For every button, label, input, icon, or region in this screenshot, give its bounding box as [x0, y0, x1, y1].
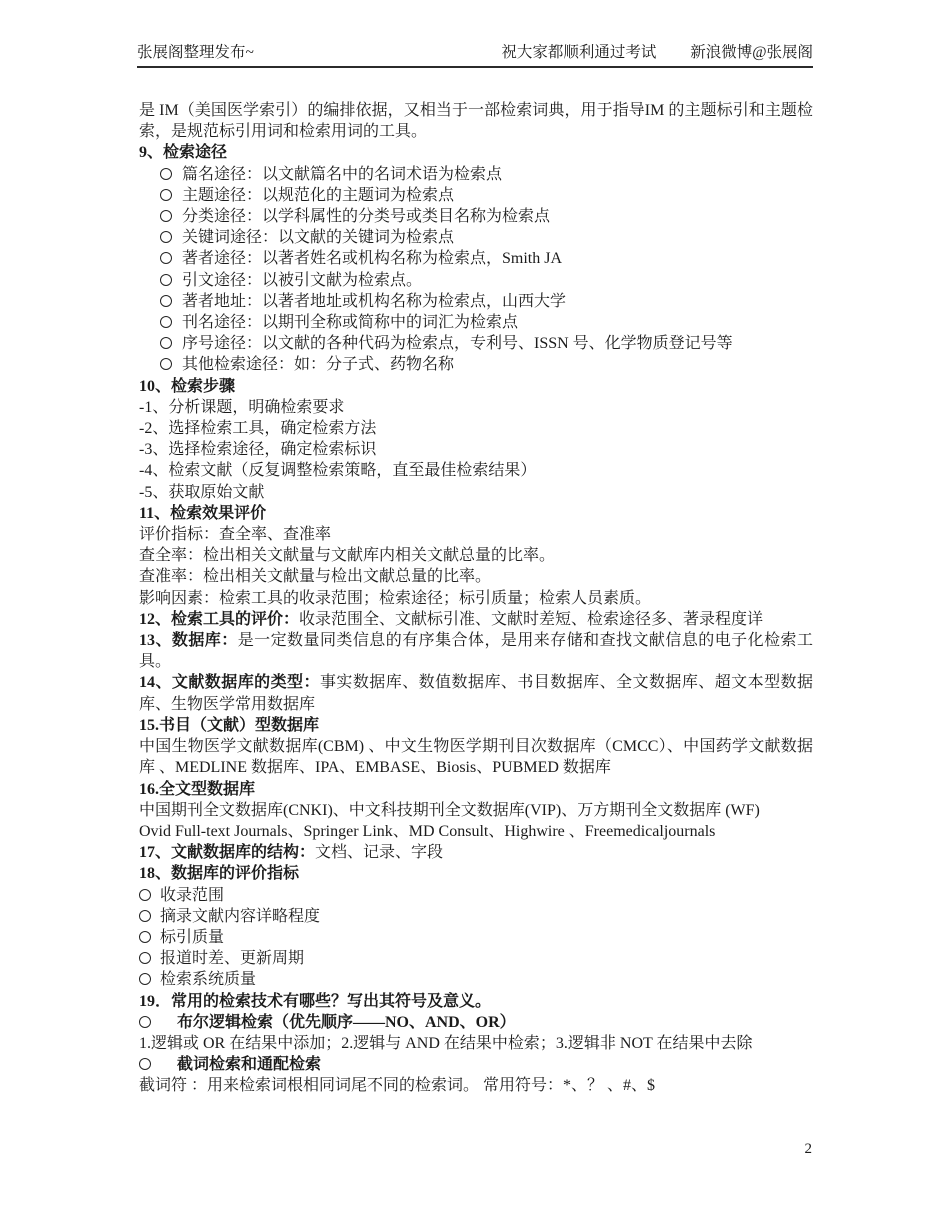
bullet-text: 著者地址：以著者地址或机构名称为检索点，山西大学: [182, 292, 567, 310]
circle-bullet-icon: [160, 358, 172, 370]
bullet-text: 序号途径：以文献的各种代码为检索点，专利号、ISSN 号、化学物质登记号等: [182, 335, 733, 353]
header-weibo-text: 新浪微博@张展阁: [690, 44, 813, 61]
page-footer: [139, 1141, 812, 1158]
text-line: 查准率：检出相关文献量与检出文献总量的比率。: [139, 568, 492, 586]
bullet-text: 布尔逻辑检索（优先顺序——NO、AND、OR）: [177, 1013, 516, 1031]
section-heading: 10、检索步骤: [139, 377, 236, 395]
text-line: 评价指标：查全率、查准率: [139, 526, 332, 544]
bullet-text: 主题途径：以规范化的主题词为检索点: [182, 186, 455, 204]
bullet-item: [139, 1012, 813, 1033]
header-right-group: [501, 40, 813, 62]
circle-bullet-icon: [160, 295, 172, 307]
circle-bullet-icon: [160, 274, 172, 286]
text-line: 影响因素：检索工具的收录范围；检索途径；标引质量；检索人员素质。: [139, 589, 652, 607]
page-number: 2: [804, 1141, 812, 1157]
text-line: 是 IM（美国医学索引）的编排依据，又相当于一部检索词典，用于指导IM 的主题标引和主题检索，是规范标引用词和检索用词的工具。: [139, 102, 813, 141]
bullet-text: 摘录文献内容详略程度: [160, 907, 321, 925]
circle-bullet-icon: [160, 231, 172, 243]
bullet-item: [139, 248, 813, 269]
section-heading: 9、检索途径: [139, 144, 228, 162]
bullet-item: [139, 885, 813, 906]
circle-bullet-icon: [160, 316, 172, 328]
body-text: 事实数据库、数值数据库、书目数据库、全文数据库、超文本型数据库、生物医学常用数据库: [139, 674, 813, 713]
bullet-text: 其他检索途径：如：分子式、药物名称: [182, 356, 455, 374]
text-line: 中国期刊全文数据库(CNKI)、中文科技期刊全文数据库(VIP)、万方期刊全文数据库 (WF): [139, 801, 760, 819]
bullet-text: 引文途径：以被引文献为检索点。: [182, 271, 423, 289]
text-line: [139, 609, 813, 630]
circle-bullet-icon: [139, 952, 151, 964]
header-wish-text: 祝大家都顺利通过考试: [501, 44, 657, 61]
text-line: -4、检索文献（反复调整检索策略，直至最佳检索结果）: [139, 462, 537, 480]
document-body: [139, 100, 813, 1097]
circle-bullet-icon: [160, 168, 172, 180]
circle-bullet-icon: [139, 1016, 151, 1028]
page-header: [137, 40, 813, 68]
bullet-text: 截词检索和通配检索: [177, 1056, 322, 1074]
text-line: -2、选择检索工具，确定检索方法: [139, 420, 377, 438]
circle-bullet-icon: [139, 1058, 151, 1070]
bullet-text: 标引质量: [160, 928, 225, 946]
bold-lead-text: 17、文献数据库的结构：: [139, 844, 316, 862]
text-line: 查全率：检出相关文献量与文献库内相关文献总量的比率。: [139, 547, 556, 565]
bullet-item: [139, 270, 813, 291]
bullet-text: 检索系统质量: [160, 971, 257, 989]
section-heading: 19．常用的检索技术有哪些？写出其符号及意义。: [139, 992, 492, 1010]
circle-bullet-icon: [139, 910, 151, 922]
section-heading: 11、检索效果评价: [139, 504, 267, 522]
bullet-item: [139, 227, 813, 248]
text-line: 中国生物医学文献数据库(CBM) 、中文生物医学期刊目次数据库（CMCC）、中国药学文献数据库 、MEDLINE 数据库、IPA、EMBASE、Biosis、PUBMED 数据库: [139, 738, 813, 777]
text-line: 1.逻辑或 OR 在结果中添加；2.逻辑与 AND 在结果中检索；3.逻辑非 NOT 在结果中去除: [139, 1034, 753, 1052]
text-line: 截词符 ：用来检索词根相同词尾不同的检索词。 常用符号：*、？ 、#、$: [139, 1077, 656, 1095]
bold-lead-text: 12、检索工具的评价：: [139, 610, 300, 628]
section-heading: 16.全文型数据库: [139, 780, 256, 798]
bullet-text: 刊名途径：以期刊全称或简称中的词汇为检索点: [182, 314, 519, 332]
body-text: 收录范围全、文献标引准、文献时差短、检索途径多、著录程度详: [299, 610, 764, 628]
text-line: -1、分析课题，明确检索要求: [139, 398, 345, 416]
circle-bullet-icon: [160, 252, 172, 264]
bullet-item: [139, 1054, 813, 1075]
bullet-text: 收录范围: [160, 886, 225, 904]
bullet-text: 分类途径：以学科属性的分类号或类目名称为检索点: [182, 208, 551, 226]
bullet-text: 篇名途径：以文献篇名中的名词术语为检索点: [182, 165, 503, 183]
circle-bullet-icon: [160, 210, 172, 222]
text-line: Ovid Full-text Journals、Springer Link、MD Consult、Highwire 、Freemedicaljournals: [139, 822, 716, 840]
body-text: 是一定数量同类信息的有序集合体，是用来存储和查找文献信息的电子化检索工具。: [139, 632, 813, 671]
body-text: 文档、记录、字段: [315, 844, 444, 862]
bullet-text: 关键词途径：以文献的关键词为检索点: [182, 229, 455, 247]
bullet-item: [139, 291, 813, 312]
text-line: -5、获取原始文献: [139, 483, 265, 501]
bullet-item: [139, 969, 813, 990]
circle-bullet-icon: [160, 189, 172, 201]
text-line: [139, 842, 813, 863]
text-line: [139, 630, 813, 672]
bullet-item: [139, 333, 813, 354]
bullet-item: [139, 354, 813, 375]
bullet-item: [139, 927, 813, 948]
bullet-item: [139, 185, 813, 206]
bold-lead-text: 14、文献数据库的类型：: [139, 674, 320, 692]
bullet-text: 报道时差、更新周期: [160, 950, 305, 968]
text-line: [139, 672, 813, 714]
bullet-text: 著者途径：以著者姓名或机构名称为检索点，Smith JA: [182, 250, 563, 268]
bullet-item: [139, 948, 813, 969]
bullet-item: [139, 312, 813, 333]
header-author-note: 张展阁整理发布~: [137, 44, 254, 61]
section-heading: 15.书目（文献）型数据库: [139, 716, 320, 734]
bold-lead-text: 13、数据库：: [139, 632, 238, 650]
bullet-item: [139, 206, 813, 227]
circle-bullet-icon: [139, 973, 151, 985]
bullet-item: [139, 906, 813, 927]
circle-bullet-icon: [139, 889, 151, 901]
bullet-item: [139, 164, 813, 185]
text-line: -3、选择检索途径，确定检索标识: [139, 441, 377, 459]
section-heading: 18、数据库的评价指标: [139, 865, 300, 883]
circle-bullet-icon: [160, 337, 172, 349]
circle-bullet-icon: [139, 931, 151, 943]
